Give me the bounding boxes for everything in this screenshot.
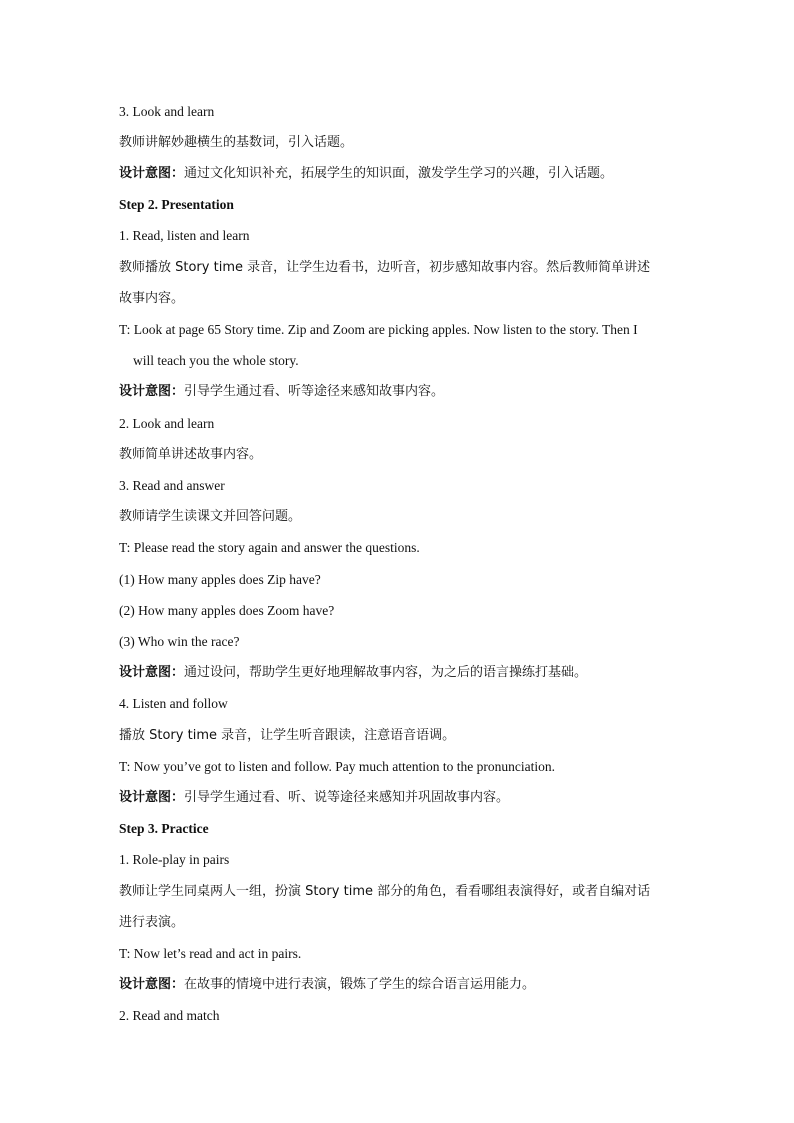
design-intent-text: 引导学生通过看、听等途径来感知故事内容。 (184, 384, 445, 399)
design-intent-label: 设计意图： (119, 977, 185, 992)
design-intent-text: 在故事的情境中进行表演，锻炼了学生的综合语言运用能力。 (184, 977, 536, 992)
paragraph: 教师讲解妙趣横生的基数词，引入话题。 (119, 135, 354, 150)
paragraph: 教师让学生同桌两人一组，扮演 Story time 部分的角色，看看哪组表演得好，或者自编对话 (119, 884, 651, 899)
question-item: (1) How many apples does Zip have? (119, 572, 321, 587)
paragraph: 教师简单讲述故事内容。 (119, 447, 263, 462)
design-intent-label: 设计意图： (119, 166, 185, 181)
design-intent-paragraph (119, 665, 587, 681)
paragraph: 进行表演。 (119, 915, 185, 930)
section-heading: 2. Read and match (119, 1008, 220, 1023)
design-intent-label: 设计意图： (119, 790, 185, 805)
paragraph: 教师播放 Story time 录音，让学生边看书，边听音，初步感知故事内容。然后教师简单讲述 (119, 260, 651, 275)
step-heading: Step 3. Practice (119, 821, 209, 836)
step-heading: Step 2. Presentation (119, 197, 234, 212)
question-item: (2) How many apples does Zoom have? (119, 603, 335, 618)
paragraph: 教师请学生读课文并回答问题。 (119, 509, 302, 524)
teacher-dialogue: T: Please read the story again and answer the questions. (119, 540, 420, 555)
design-intent-paragraph (119, 977, 535, 993)
design-intent-text: 通过文化知识补充，拓展学生的知识面，激发学生学习的兴趣，引入话题。 (184, 166, 614, 181)
section-heading: 2. Look and learn (119, 416, 215, 431)
question-item: (3) Who win the race? (119, 634, 240, 649)
design-intent-paragraph (119, 166, 613, 182)
section-heading: 4. Listen and follow (119, 696, 228, 711)
teacher-dialogue: T: Now let’s read and act in pairs. (119, 946, 302, 961)
teacher-dialogue: T: Now you’ve got to listen and follow. Pay much attention to the pronunciation. (119, 759, 556, 774)
section-heading: 1. Role-play in pairs (119, 852, 230, 867)
paragraph: 播放 Story time 录音，让学生听音跟读，注意语音语调。 (119, 728, 456, 743)
design-intent-label: 设计意图： (119, 384, 185, 399)
section-heading: 3. Look and learn (119, 104, 215, 119)
design-intent-paragraph (119, 790, 509, 806)
section-heading: 3. Read and answer (119, 478, 225, 493)
paragraph: 故事内容。 (119, 291, 185, 306)
design-intent-text: 引导学生通过看、听、说等途径来感知并巩固故事内容。 (184, 790, 510, 805)
section-heading: 1. Read, listen and learn (119, 228, 250, 243)
design-intent-text: 通过设问，帮助学生更好地理解故事内容，为之后的语言操练打基础。 (184, 665, 588, 680)
teacher-dialogue: T: Look at page 65 Story time. Zip and Zoom are picking apples. Now listen to the story. Then I (119, 322, 638, 337)
design-intent-label: 设计意图： (119, 665, 185, 680)
teacher-dialogue-continued: will teach you the whole story. (133, 353, 299, 368)
design-intent-paragraph (119, 384, 444, 400)
